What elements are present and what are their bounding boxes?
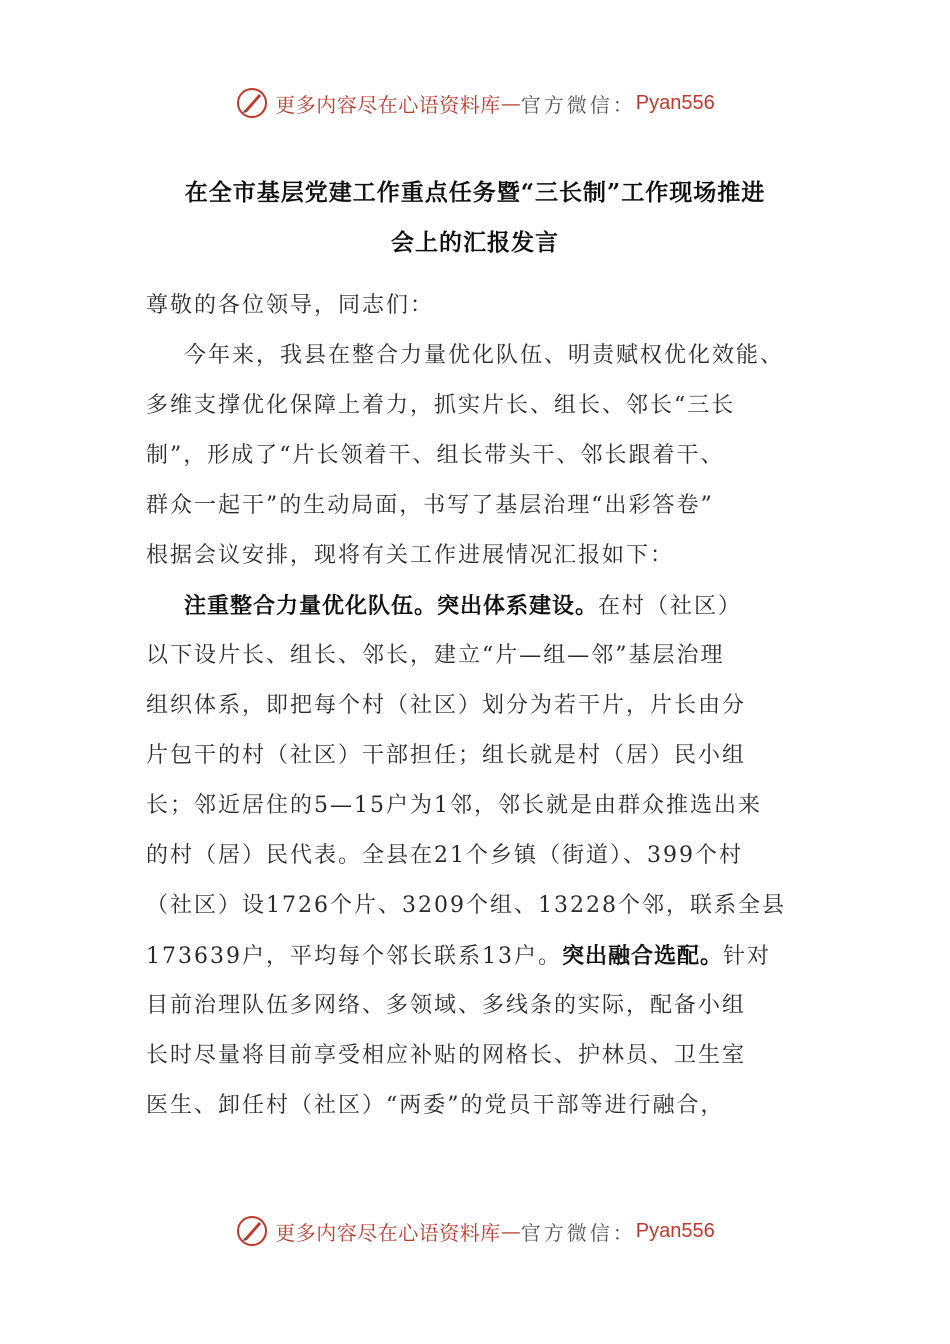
section1-line-mixed: [146, 931, 808, 981]
watermark-dash: —: [500, 1219, 521, 1243]
section1-text: 针对: [723, 944, 772, 969]
section1-heading: 注重整合力量优化队伍。: [184, 593, 438, 619]
quill-logo-icon: [235, 1214, 269, 1248]
section1-line: 医生、卸任村（社区）“两委”的党员干部等进行融合，: [146, 1093, 725, 1118]
watermark-dash: —: [500, 91, 521, 115]
section1-line: 长；邻近居住的5—15户为1邻，邻长就是由群众推选出来: [146, 793, 762, 818]
watermark-header: [0, 83, 950, 123]
watermark-site-name: 更多内容尽在心语资料库: [275, 1220, 501, 1245]
section1-line: 长时尽量将目前享受相应补贴的网格长、护林员、卫生室: [146, 1043, 747, 1068]
watermark-label: 官方微信：: [520, 92, 636, 117]
watermark-site-name: 更多内容尽在心语资料库: [275, 92, 501, 117]
document-body: [146, 281, 808, 1131]
watermark-wechat-id: Pyan556: [635, 1219, 715, 1242]
intro-line: 多维支撑优化保障上着力，抓实片长、组长、邻长“三长: [146, 393, 736, 418]
section1-line: 以下设片长、组长、邻长，建立“片—组—邻”基层治理: [146, 643, 725, 668]
section1-text: 173639户，平均每个邻长联系13户。: [146, 944, 562, 969]
section1-line: （社区）设1726个片、3209个组、13228个邻，联系全县: [146, 893, 786, 918]
section1-line: 片包干的村（社区）干部担任；组长就是村（居）民小组: [146, 743, 747, 768]
document-title-line-2: 会上的汇报发言: [391, 229, 559, 256]
intro-line: 根据会议安排，现将有关工作进展情况汇报如下：: [146, 543, 675, 568]
watermark-label: 官方微信：: [520, 1220, 636, 1245]
intro-line: 群众一起干”的生动局面，书写了基层治理“出彩答卷”: [146, 493, 714, 518]
watermark-wechat-id: Pyan556: [635, 91, 715, 114]
document-title-line-1: 在全市基层党建工作重点任务暨“三长制”工作现场推进: [184, 179, 766, 206]
section1-line: 的村（居）民代表。全县在21个乡镇（街道）、399个村: [146, 843, 743, 868]
intro-line: 制”，形成了“片长领着干、组长带头干、邻长跟着干、: [146, 443, 725, 468]
quill-logo-icon: [235, 86, 269, 120]
section1-line: 目前治理队伍多网络、多领域、多线条的实际，配备小组: [146, 993, 747, 1018]
salutation: 尊敬的各位领导，同志们：: [146, 293, 435, 318]
section1-text: 在村（社区）: [598, 594, 743, 619]
section1-first-line: [146, 581, 808, 631]
watermark-footer: [0, 1211, 950, 1251]
section1-subheading-system: 突出体系建设。: [437, 593, 599, 619]
intro-line: 今年来，我县在整合力量优化队伍、明责赋权优化效能、: [184, 343, 785, 368]
section1-subheading-integration: 突出融合选配。: [561, 943, 723, 969]
section1-line: 组织体系，即把每个村（社区）划分为若干片，片长由分: [146, 693, 747, 718]
